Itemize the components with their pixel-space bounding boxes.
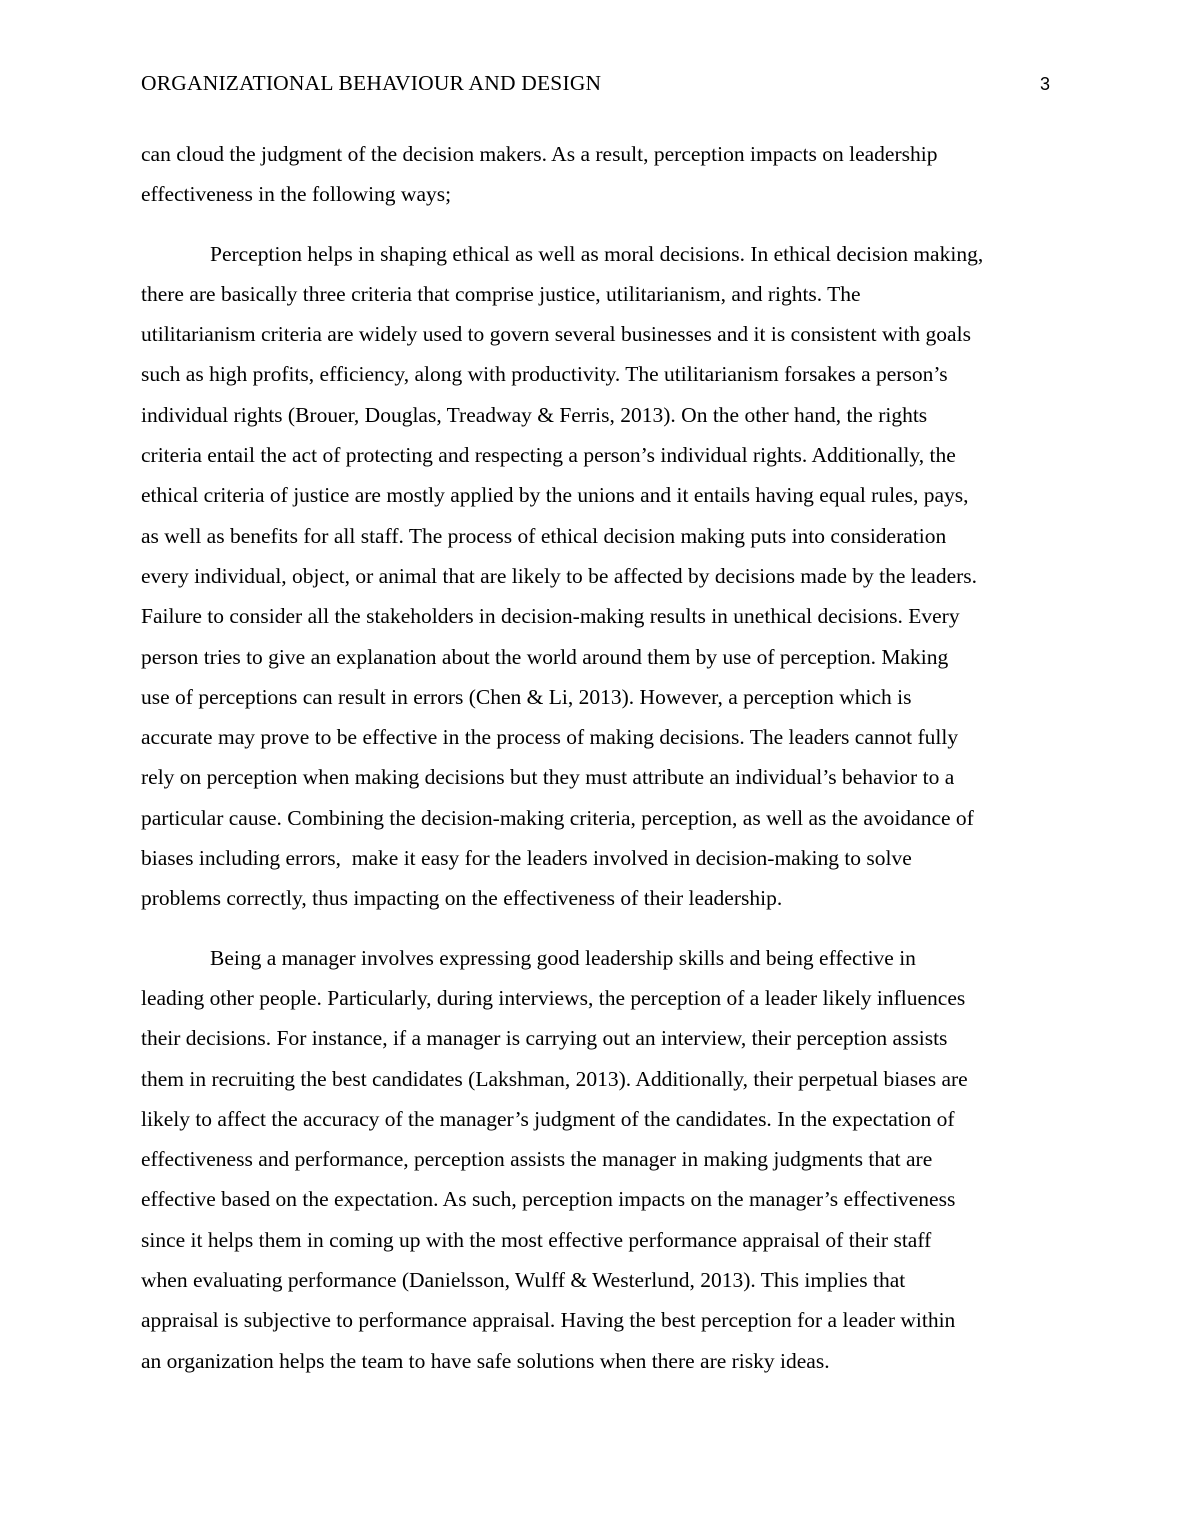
text-line: Perception helps in shaping ethical as well as moral decisions. In ethical decision making, [210,241,984,266]
text-line: when evaluating performance (Danielsson, Wulff & Westerlund, 2013). This implies that [141,1268,906,1293]
text-line: rely on perception when making decisions but they must attribute an individual’s behavior to a [141,765,955,790]
paragraph-1 [141,134,1056,215]
text-line: every individual, object, or animal that are likely to be affected by decisions made by the leaders. [141,563,978,588]
text-line: particular cause. Combining the decision-making criteria, perception, as well as the avoidance of [141,805,974,830]
running-head: ORGANIZATIONAL BEHAVIOUR AND DESIGN [141,71,602,95]
text-line: effectiveness in the following ways; [141,182,452,207]
text-line: Being a manager involves expressing good leadership skills and being effective in [210,945,916,970]
text-line: since it helps them in coming up with the most effective performance appraisal of their staff [141,1227,932,1252]
text-line: utilitarianism criteria are widely used to govern several businesses and it is consistent with goals [141,322,971,347]
text-line: their decisions. For instance, if a manager is carrying out an interview, their perception assists [141,1026,948,1051]
page-number: 3 [1039,74,1050,94]
text-line: use of perceptions can result in errors (Chen & Li, 2013). However, a perception which is [141,684,912,709]
text-line: as well as benefits for all staff. The process of ethical decision making puts into consideration [141,523,947,548]
body-text [141,134,1056,1381]
text-line: accurate may prove to be effective in the process of making decisions. The leaders cannot fully [141,725,959,750]
text-line: individual rights (Brouer, Douglas, Treadway & Ferris, 2013). On the other hand, the rights [141,402,928,427]
text-line: ethical criteria of justice are mostly applied by the unions and it entails having equal rules, pays, [141,483,969,508]
text-line: problems correctly, thus impacting on the effectiveness of their leadership. [141,886,783,911]
text-line: likely to affect the accuracy of the manager’s judgment of the candidates. In the expectation of [141,1106,955,1131]
text-line: an organization helps the team to have safe solutions when there are risky ideas. [141,1348,830,1373]
text-line: person tries to give an explanation about the world around them by use of perception. Making [141,644,949,669]
text-line: such as high profits, efficiency, along with productivity. The utilitarianism forsakes a person’s [141,362,948,387]
text-line: there are basically three criteria that comprise justice, utilitarianism, and rights. The [141,281,861,306]
text-line: criteria entail the act of protecting and respecting a person’s individual rights. Additionally, the [141,443,956,468]
text-line: effective based on the expectation. As such, perception impacts on the manager’s effectiveness [141,1187,956,1212]
text-line: biases including errors, make it easy for the leaders involved in decision-making to solve [141,846,912,871]
text-line: can cloud the judgment of the decision makers. As a result, perception impacts on leadership [141,142,938,166]
text-line: Failure to consider all the stakeholders in decision-making results in unethical decisions. Every [141,604,960,629]
paragraph-2 [141,234,1056,919]
paragraph-3 [141,938,1056,1381]
text-line: effectiveness and performance, perception assists the manager in making judgments that are [141,1147,933,1172]
text-line: them in recruiting the best candidates (Lakshman, 2013). Additionally, their perpetual biases are [141,1066,968,1091]
text-line: leading other people. Particularly, during interviews, the perception of a leader likely influences [141,985,966,1010]
text-line: appraisal is subjective to performance appraisal. Having the best perception for a leader within [141,1308,956,1333]
